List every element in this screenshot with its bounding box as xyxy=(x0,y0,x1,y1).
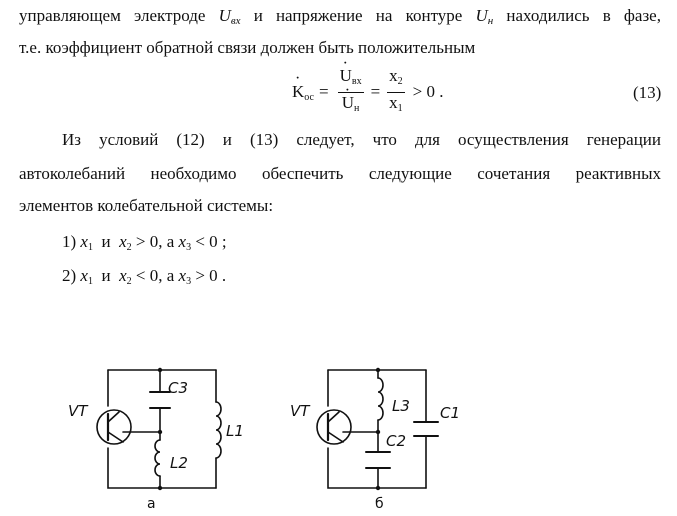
U-symbol: · U xyxy=(340,67,352,85)
x-symbol: x xyxy=(389,92,398,112)
subscript: н xyxy=(354,102,360,114)
U-symbol: · U xyxy=(342,94,354,112)
label-c2: C2 xyxy=(386,432,407,450)
label-l3: L3 xyxy=(392,397,410,415)
subscript: н xyxy=(487,15,494,27)
caption-a: а xyxy=(147,496,156,512)
conjunction: и xyxy=(101,266,111,285)
x-symbol: x xyxy=(178,266,187,285)
paragraph2-line-2: автоколебаний необходимо обеспечить следующие сочетания реактивных xyxy=(19,164,661,183)
text-fragment: управляющем электроде xyxy=(19,6,219,25)
x-symbol: x xyxy=(178,232,187,251)
subscript: 2 xyxy=(126,276,132,287)
subscript: ос xyxy=(304,91,314,103)
x-symbol: x xyxy=(389,65,398,85)
equals-sign: = xyxy=(370,82,381,101)
subscript: 1 xyxy=(87,276,93,287)
equation-number: (13) xyxy=(633,83,662,102)
relation: > 0, а xyxy=(135,232,175,251)
item-label: 2) xyxy=(62,266,77,285)
subscript: 3 xyxy=(186,242,192,253)
circuit-a xyxy=(97,370,221,488)
symbol-U: U xyxy=(218,6,231,25)
subscript: 1 xyxy=(87,242,93,253)
paragraph2-line-3: элементов колебательной системы: xyxy=(19,196,274,215)
label-l1: L1 xyxy=(226,422,244,440)
x-symbol: x xyxy=(80,266,88,285)
label-vt-a: VT xyxy=(68,402,88,420)
relation: < 0, а xyxy=(135,266,175,285)
label-l2: L2 xyxy=(170,454,188,472)
symbol-U: U xyxy=(475,6,488,25)
subscript: 2 xyxy=(397,75,403,87)
text-fragment: и напряжение на контуре xyxy=(240,6,476,25)
transistor-a xyxy=(97,410,131,444)
inductor-l3 xyxy=(378,378,383,420)
label-c1: C1 xyxy=(440,404,461,422)
formula-tail: > 0 . xyxy=(412,82,444,101)
relation: < 0 ; xyxy=(195,232,227,251)
transistor-b xyxy=(317,410,351,444)
x-symbol: x xyxy=(119,266,127,285)
subscript: 1 xyxy=(397,102,403,114)
label-vt-b: VT xyxy=(290,402,310,420)
inductor-l1 xyxy=(216,402,221,458)
subscript: вх xyxy=(230,15,241,27)
label-c3: C3 xyxy=(168,379,189,397)
capacitor-c3 xyxy=(150,392,170,408)
conjunction: и xyxy=(101,232,111,251)
item-label: 1) xyxy=(62,232,77,251)
paragraph-line-2: т.е. коэффициент обратной связи должен быть положительным xyxy=(19,38,476,57)
x-symbol: x xyxy=(80,232,88,251)
capacitor-c1 xyxy=(414,422,438,436)
relation: > 0 . xyxy=(195,266,227,285)
capacitor-c2 xyxy=(366,452,390,468)
caption-b: б xyxy=(375,496,384,512)
text-fragment: находились в фазе, xyxy=(493,6,661,25)
K-symbol: · K xyxy=(292,82,304,102)
inductor-l2 xyxy=(155,440,160,476)
circuit-b xyxy=(317,370,438,488)
subscript: 3 xyxy=(186,276,192,287)
x-symbol: x xyxy=(119,232,127,251)
equals-sign: = xyxy=(318,82,329,101)
subscript: 2 xyxy=(126,242,132,253)
subscript: вх xyxy=(351,75,362,87)
paragraph2-line-1: Из условий (12) и (13) следует, что для осуществления генерации xyxy=(62,130,661,149)
